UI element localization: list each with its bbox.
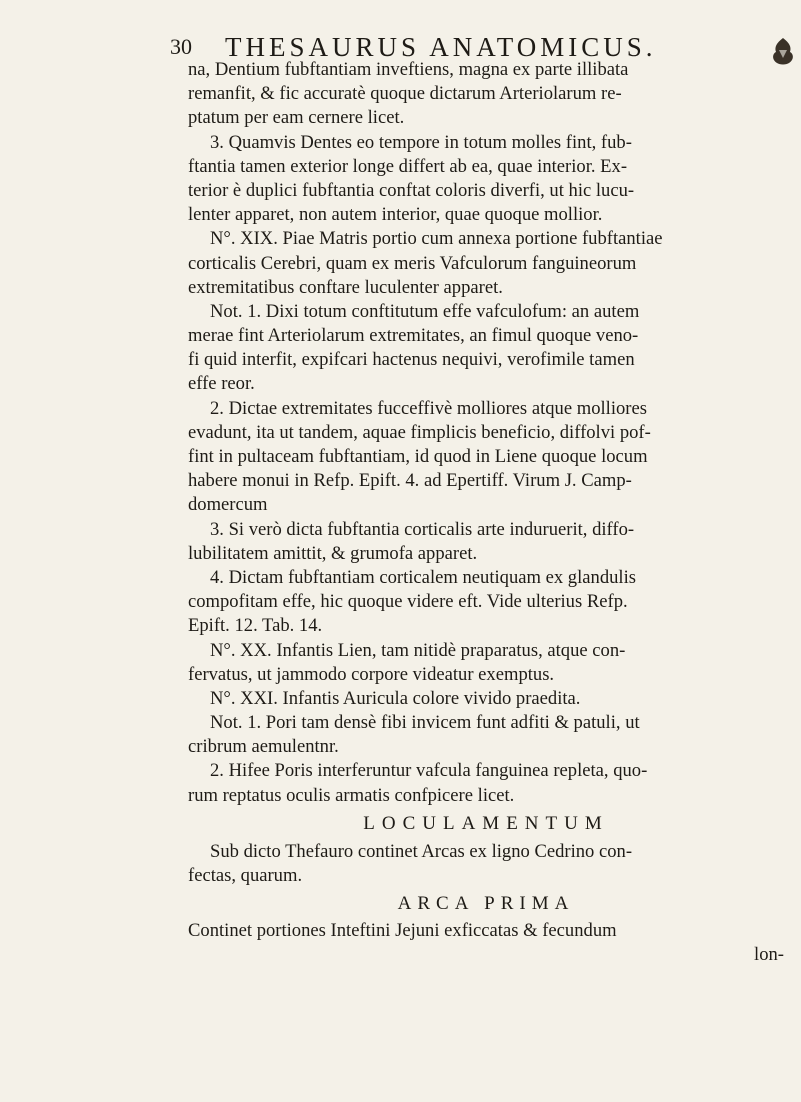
text-line: lenter apparet, non autem interior, quae quoque mollior. — [188, 204, 603, 226]
catchword: lon- — [754, 943, 784, 965]
paragraph-3-start: 3. Quamvis Dentes eo tempore in totum molles fint, fub- — [210, 131, 632, 153]
note-2-start: 2. Dictae extremitates fucceffivè molliores atque molliores — [210, 397, 647, 419]
text-line: Epift. 12. Tab. 14. — [188, 615, 323, 637]
text-line: lubilitatem amittit, & grumofa apparet. — [188, 542, 478, 564]
text-line: ptatum per eam cernere licet. — [188, 107, 405, 129]
text-body — [188, 58, 784, 967]
text-line: corticalis Cerebri, quam ex meris Vafculorum fanguineorum — [188, 252, 637, 274]
text-line: fervatus, ut jammodo corpore videatur exemptus. — [188, 663, 555, 685]
text-line: evadunt, ita ut tandem, aquae fimplicis beneficio, diffolvi pof- — [188, 421, 651, 443]
item-xix-start: N°. XIX. Piae Matris portio cum annexa portione fubftantiae — [210, 228, 663, 250]
text-line: na, Dentium fubftantiam inveftiens, magna ex parte illibata — [188, 59, 629, 80]
note-1b-start: Not. 1. Pori tam densè fibi invicem funt adfiti & patuli, ut — [210, 712, 640, 734]
text-line: ftantia tamen exterior longe differt ab ea, quae interior. Ex- — [188, 155, 628, 177]
text-line: habere monui in Refp. Epift. 4. ad Epertiff. Virum J. Camp- — [188, 470, 632, 492]
running-title: THESAURUS ANATOMICUS. — [225, 32, 657, 62]
note-4-start: 4. Dictam fubftantiam corticalem neutiquam ex glandulis — [210, 566, 636, 588]
text-line: effe reor. — [188, 373, 255, 395]
note-2b-start: 2. Hifee Poris interferuntur vafcula fanguinea repleta, quo- — [210, 760, 648, 782]
section-heading-loculamentum: LOCULAMENTUM — [363, 812, 609, 834]
text-line: fi quid interfit, expifcari hactenus nequivi, verofimile tamen — [188, 349, 635, 371]
text-line: Continet portiones Inteftini Jejuni exficcatas & fecundum — [188, 919, 617, 941]
text-line: Sub dicto Thefauro continet Arcas ex ligno Cedrino con- — [210, 841, 633, 862]
note-1-start: Not. 1. Dixi totum conftitutum effe vafculofum: an autem — [210, 300, 640, 322]
text-line: rum reptatus oculis armatis confpicere licet. — [188, 784, 515, 806]
text-line: remanfit, & fic accuratè quoque dictarum Arteriolarum re- — [188, 83, 622, 105]
section-heading-arca-prima: ARCA PRIMA — [397, 893, 575, 915]
text-line: extremitatibus conftare luculenter apparet. — [188, 276, 503, 298]
text-line: cribrum aemulentnr. — [188, 736, 339, 758]
text-line: merae fint Arteriolarum extremitates, an fimul quoque veno- — [188, 325, 639, 347]
page-number: 30 — [170, 34, 192, 59]
text-line: fint in pultaceam fubftantiam, id quod in Liene quoque locum — [188, 446, 648, 467]
text-line: terior è duplici fubftantia conftat coloris diverfi, ut hic lucu- — [188, 179, 635, 201]
text-line: compofitam effe, hic quoque videre eft. Vide ulterius Refp. — [188, 591, 628, 613]
text-line: fectas, quarum. — [188, 865, 303, 887]
item-xx-start: N°. XX. Infantis Lien, tam nitidè praparatus, atque con- — [210, 639, 626, 661]
item-xxi-start: N°. XXI. Infantis Auricula colore vivido praedita. — [210, 687, 581, 709]
text-line: domercum — [188, 494, 268, 516]
note-3-start: 3. Si verò dicta fubftantia corticalis arte induruerit, diffo- — [210, 518, 635, 540]
